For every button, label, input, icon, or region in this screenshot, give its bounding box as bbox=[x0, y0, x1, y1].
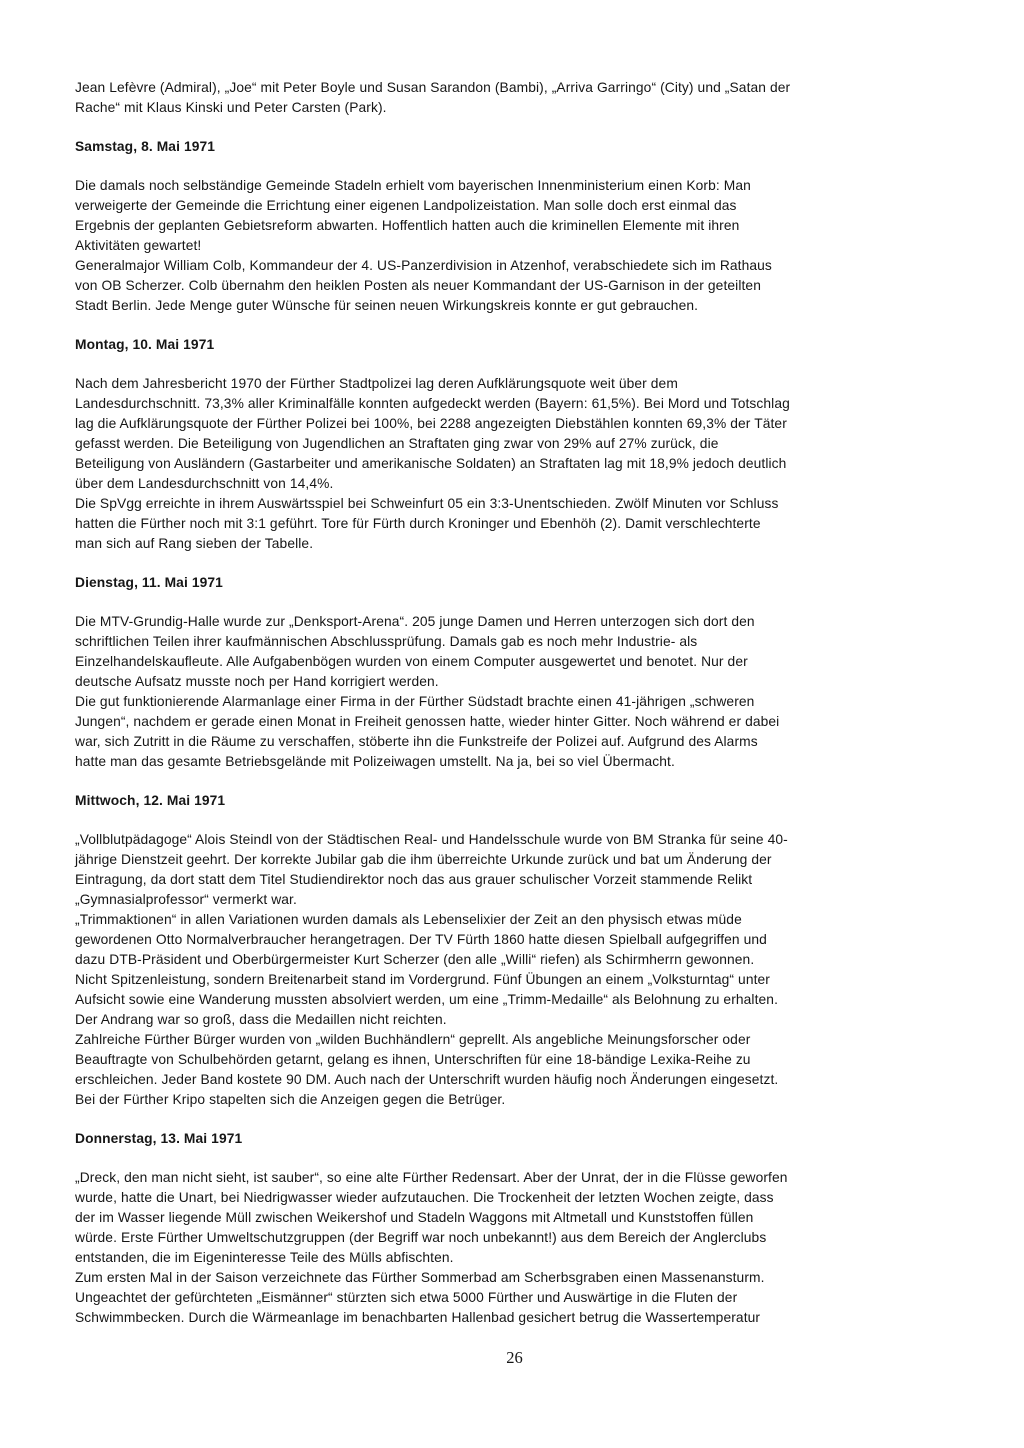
text-line: Nicht Spitzenleistung, sondern Breitenarbeit stand im Vordergrund. Fünf Übungen an einem „Volksturntag“ unter bbox=[75, 972, 771, 987]
text-line: man sich auf Rang sieben der Tabelle. bbox=[75, 536, 314, 551]
paragraph bbox=[75, 830, 954, 1110]
text-line: Aufsicht sowie eine Wanderung mussten absolviert werden, um eine „Trimm-Medaille“ als Belohnung zu erhalten. bbox=[75, 992, 779, 1007]
paragraph bbox=[75, 1168, 954, 1328]
text-line: deutsche Aufsatz musste noch per Hand korrigiert werden. bbox=[75, 674, 439, 689]
text-line: Die gut funktionierende Alarmanlage einer Firma in der Fürther Südstadt brachte einen 41-jährigen „schweren bbox=[75, 694, 755, 709]
text-line: Montag, 10. Mai 1971 bbox=[75, 337, 215, 352]
text-line: „Trimmaktionen“ in allen Variationen wurden damals als Lebenselixier der Zeit an den physisch etwas müde bbox=[75, 912, 742, 927]
text-line: Bei der Fürther Kripo stapelten sich die Anzeigen gegen die Betrüger. bbox=[75, 1092, 506, 1107]
text-line: Rache“ mit Klaus Kinski und Peter Carsten (Park). bbox=[75, 100, 387, 115]
text-line: Mittwoch, 12. Mai 1971 bbox=[75, 793, 226, 808]
text-line: Landesdurchschnitt. 73,3% aller Kriminalfälle konnten aufgedeckt werden (Bayern: 61,5%). Bei Mord und Totschlag bbox=[75, 396, 790, 411]
text-line: von OB Scherzer. Colb übernahm den heiklen Posten als neuer Kommandant der US-Garnison in der geteilten bbox=[75, 278, 761, 293]
text-line: jährige Dienstzeit geehrt. Der korrekte Jubilar gab die ihm überreichte Urkunde zurück und bat um Änderung der bbox=[75, 852, 772, 867]
text-line: verweigerte der Gemeinde die Errichtung einer eigenen Landpolizeistation. Man solle doch erst einmal das bbox=[75, 198, 737, 213]
text-line: Beauftragte von Schulbehörden getarnt, gelang es ihnen, Unterschriften für eine 18-bändige Lexika-Reihe zu bbox=[75, 1052, 751, 1067]
text-line: war, sich Zutritt in die Räume zu verschaffen, stöberte ihn die Funkstreife der Polizei auf. Aufgrund des Alarms bbox=[75, 734, 758, 749]
text-line: hatte man das gesamte Betriebsgelände mit Polizeiwagen umstellt. Na ja, bei so viel Übermacht. bbox=[75, 754, 675, 769]
text-line: der im Wasser liegende Müll zwischen Weikershof und Stadeln Waggons mit Altmetall und Kunststoffen füllen bbox=[75, 1210, 754, 1225]
text-line: entstanden, die im Eigeninteresse Teile des Mülls abfischten. bbox=[75, 1250, 454, 1265]
text-line: Stadt Berlin. Jede Menge guter Wünsche für seinen neuen Wirkungskreis konnte er gut gebrauchen. bbox=[75, 298, 699, 313]
document-content bbox=[75, 78, 954, 1328]
text-line: Einzelhandelskaufleute. Alle Aufgabenbögen wurden von einem Computer ausgewertet und benotet. Nur der bbox=[75, 654, 748, 669]
text-line: gewordenen Otto Normalverbraucher herangetragen. Der TV Fürth 1860 hatte diesen Spielball aufgegriffen und bbox=[75, 932, 767, 947]
text-line: Der Andrang war so groß, dass die Medaillen nicht reichten. bbox=[75, 1012, 447, 1027]
text-line: Eintragung, da dort statt dem Titel Studiendirektor noch das aus grauer schulischer Vorzeit stammende Relikt bbox=[75, 872, 753, 887]
text-line: wurde, hatte die Unart, bei Niedrigwasser wieder aufzutauchen. Die Trockenheit der letzten Wochen zeigte, dass bbox=[75, 1190, 774, 1205]
text-line: erschleichen. Jeder Band kostete 90 DM. Auch nach der Unterschrift wurden häufig noch Änderungen eingesetzt. bbox=[75, 1072, 779, 1087]
date-heading bbox=[75, 573, 954, 593]
text-line: „Vollblutpädagoge“ Alois Steindl von der Städtischen Real- und Handelsschule wurde von BM Stranka für seine 40- bbox=[75, 832, 788, 847]
date-heading bbox=[75, 137, 954, 157]
text-line: Nach dem Jahresbericht 1970 der Fürther Stadtpolizei lag deren Aufklärungsquote weit über dem bbox=[75, 376, 678, 391]
paragraph bbox=[75, 176, 954, 316]
paragraph bbox=[75, 612, 954, 772]
page-number: 26 bbox=[506, 1348, 523, 1367]
text-line: Schwimmbecken. Durch die Wärmeanlage im benachbarten Hallenbad gesichert betrug die Wassertemperatur bbox=[75, 1310, 761, 1325]
text-line: gefasst werden. Die Beteiligung von Jugendlichen an Straftaten ging zwar von 29% auf 27% zurück, die bbox=[75, 436, 719, 451]
text-line: dazu DTB-Präsident und Oberbürgermeister Kurt Scherzer (den alle „Willi“ riefen) als Schirmherrn gewonnen. bbox=[75, 952, 755, 967]
text-line: „Gymnasialprofessor“ vermerkt war. bbox=[75, 892, 297, 907]
text-line: Zahlreiche Fürther Bürger wurden von „wilden Buchhändlern“ geprellt. Als angebliche Meinungsforscher oder bbox=[75, 1032, 751, 1047]
text-line: Zum ersten Mal in der Saison verzeichnete das Fürther Sommerbad am Scherbsgraben einen Massenansturm. bbox=[75, 1270, 765, 1285]
text-line: Ergebnis der geplanten Gebietsreform abwarten. Hoffentlich hatten auch die kriminellen Elemente mit ihren bbox=[75, 218, 740, 233]
text-line: lag die Aufklärungsquote der Fürther Polizei bei 100%, bei 2288 angezeigten Diebstählen konnten 69,3% der Täter bbox=[75, 416, 787, 431]
text-line: hatten die Fürther noch mit 3:1 geführt. Tore für Fürth durch Kroninger und Ebenhöh (2). Damit verschlechterte bbox=[75, 516, 761, 531]
text-line: Dienstag, 11. Mai 1971 bbox=[75, 575, 223, 590]
text-line: Aktivitäten gewartet! bbox=[75, 238, 202, 253]
text-line: über dem Landesdurchschnitt von 14,4%. bbox=[75, 476, 334, 491]
text-line: Generalmajor William Colb, Kommandeur der 4. US-Panzerdivision in Atzenhof, verabschiedete sich im Rathaus bbox=[75, 258, 772, 273]
text-line: Die damals noch selbständige Gemeinde Stadeln erhielt vom bayerischen Innenministerium einen Korb: Man bbox=[75, 178, 751, 193]
paragraph bbox=[75, 78, 954, 118]
text-line: Jungen“, nachdem er gerade einen Monat in Freiheit genossen hatte, wieder hinter Gitter. Noch während er dabei bbox=[75, 714, 780, 729]
date-heading bbox=[75, 1129, 954, 1149]
text-line: „Dreck, den man nicht sieht, ist sauber“, so eine alte Fürther Redensart. Aber der Unrat, der in die Flüsse geworfen bbox=[75, 1170, 788, 1185]
text-line: schriftlichen Teilen ihrer kaufmännischen Abschlussprüfung. Damals gab es noch mehr Industrie- als bbox=[75, 634, 698, 649]
text-line: Samstag, 8. Mai 1971 bbox=[75, 139, 216, 154]
text-line: Die MTV-Grundig-Halle wurde zur „Denksport-Arena“. 205 junge Damen und Herren unterzogen sich dort den bbox=[75, 614, 755, 629]
text-line: Jean Lefèvre (Admiral), „Joe“ mit Peter Boyle und Susan Sarandon (Bambi), „Arriva Garringo“ (City) und „Satan der bbox=[75, 80, 791, 95]
text-line: Die SpVgg erreichte in ihrem Auswärtsspiel bei Schweinfurt 05 ein 3:3-Unentschieden. Zwölf Minuten vor Schluss bbox=[75, 496, 779, 511]
text-line: Donnerstag, 13. Mai 1971 bbox=[75, 1131, 243, 1146]
date-heading bbox=[75, 791, 954, 811]
date-heading bbox=[75, 335, 954, 355]
text-line: Beteiligung von Ausländern (Gastarbeiter und amerikanische Soldaten) an Straftaten lag mit 18,9% jedoch deutlich bbox=[75, 456, 787, 471]
text-line: würde. Erste Fürther Umweltschutzgruppen (der Begriff war noch unbekannt!) aus dem Bereich der Anglerclubs bbox=[75, 1230, 767, 1245]
text-line: Ungeachtet der gefürchteten „Eismänner“ stürzten sich etwa 5000 Fürther und Auswärtige in die Fluten der bbox=[75, 1290, 738, 1305]
paragraph bbox=[75, 374, 954, 554]
